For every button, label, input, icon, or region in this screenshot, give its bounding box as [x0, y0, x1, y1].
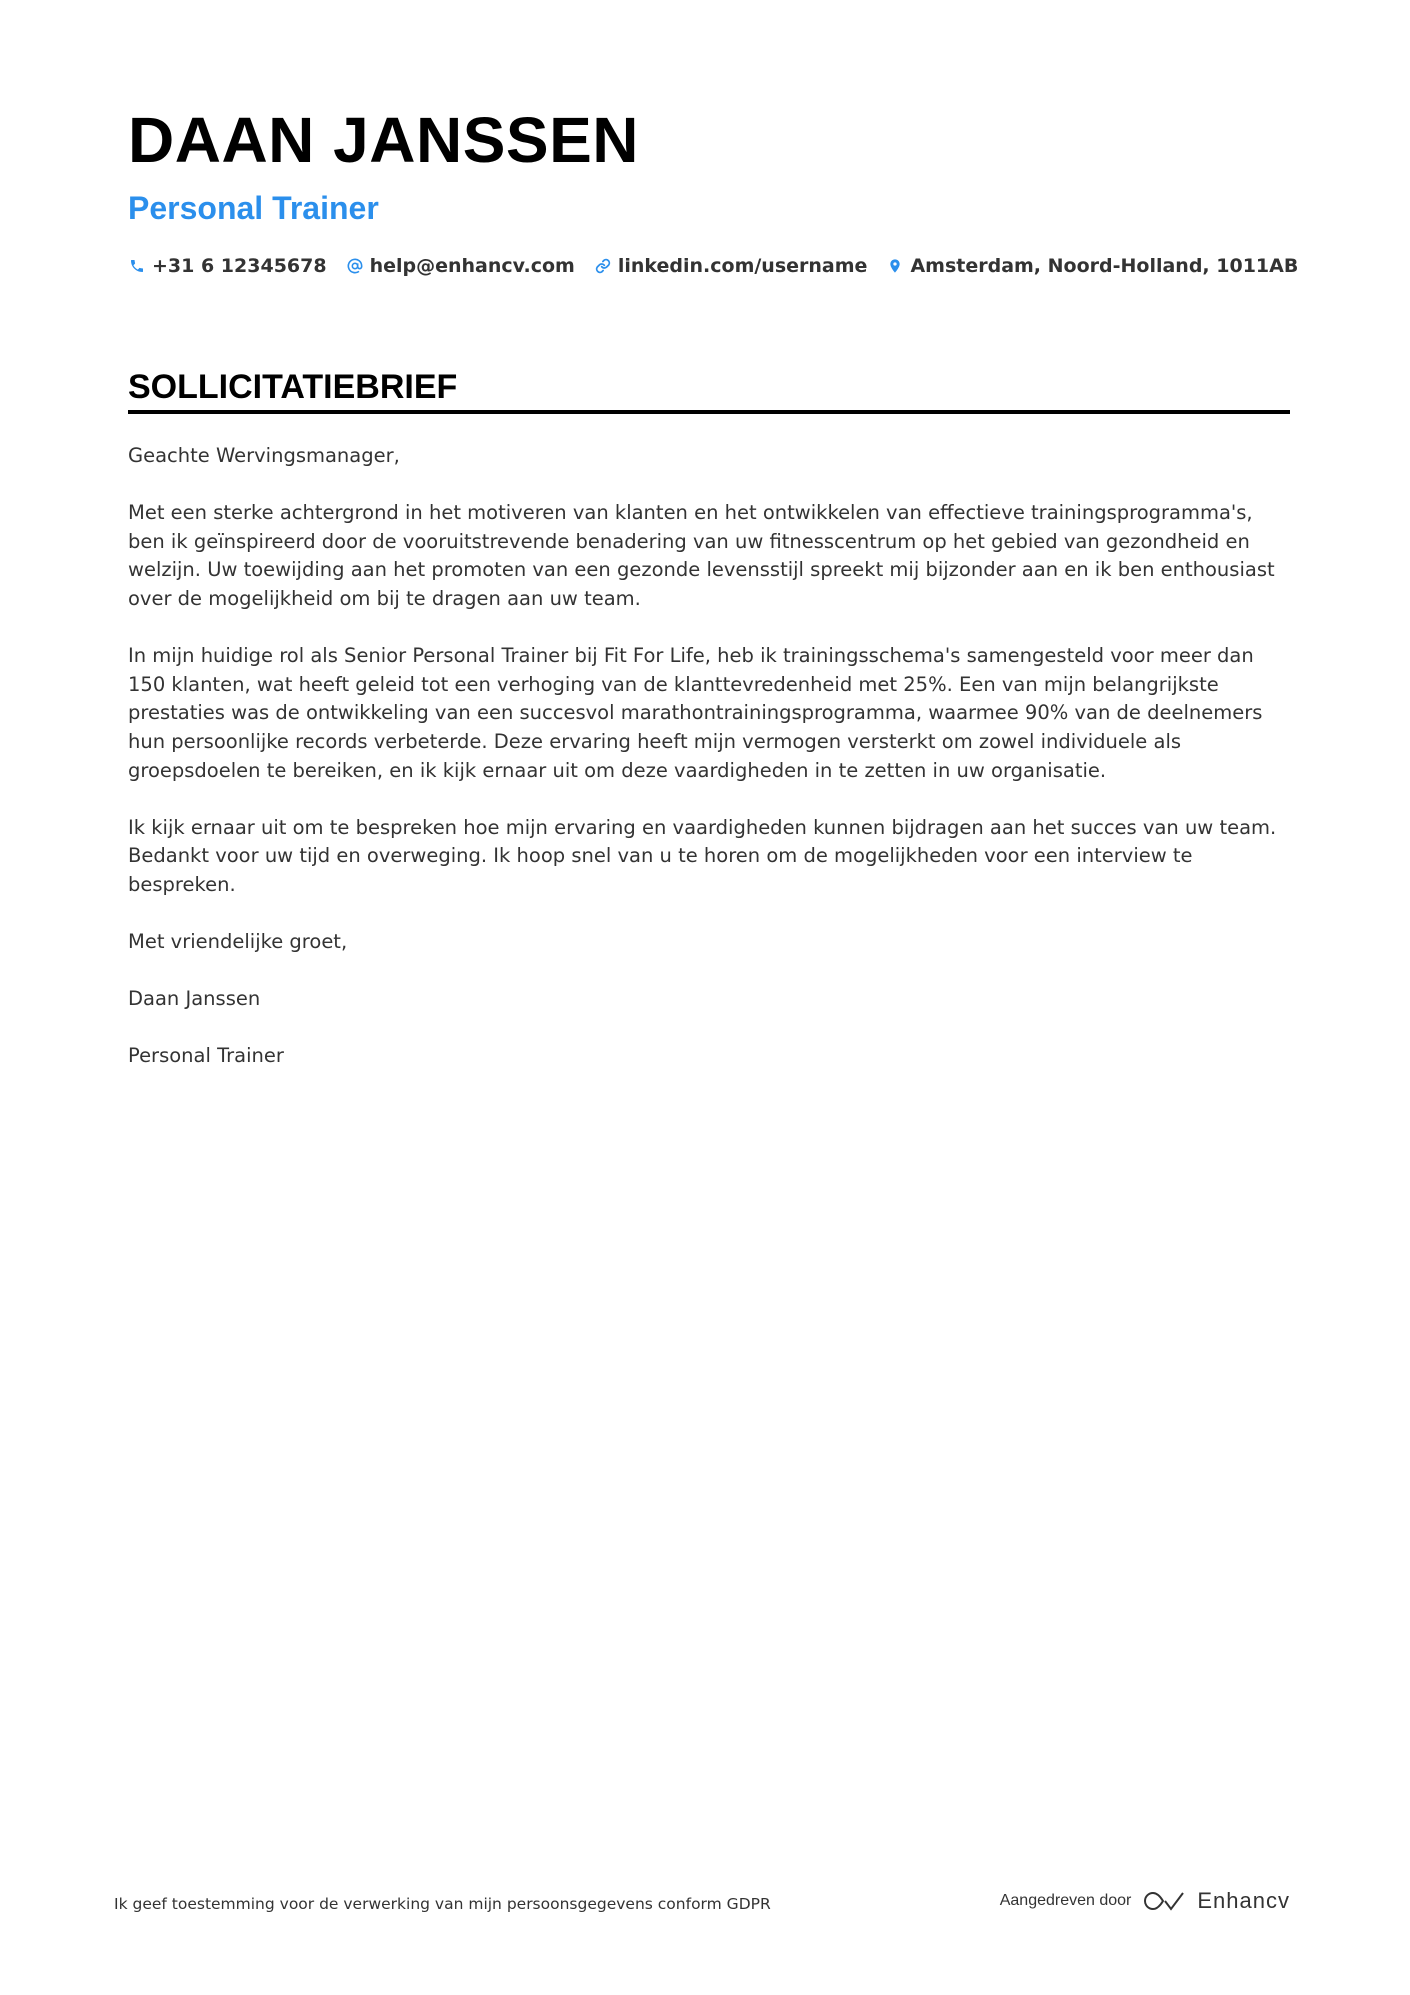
enhancv-logo-text: Enhancv: [1197, 1888, 1290, 1913]
letter-paragraph-3: Ik kijk ernaar uit om te bespreken hoe mijn ervaring en vaardigheden kunnen bijdragen aan het succes van uw team. Bedankt voor uw tijd en overweging. Ik hoop snel van u te horen om de mogelijkheden voor een interview te bespreken.: [128, 815, 1277, 896]
section-title: SOLLICITATIEBRIEF: [128, 368, 458, 406]
letter-body: [128, 442, 1290, 1100]
contact-phone-text: +31 6 12345678: [152, 255, 327, 277]
gdpr-consent: Ik geef toestemming voor de verwerking van mijn persoonsgegevens conform GDPR: [114, 1895, 771, 1913]
enhancv-logo-icon: [1143, 1889, 1187, 1913]
contact-phone[interactable]: [128, 254, 327, 278]
contact-location-text: Amsterdam, Noord-Holland, 1011AB: [910, 255, 1299, 277]
powered-by-label: Aangedreven door: [999, 1892, 1132, 1909]
location-pin-icon: [886, 257, 904, 275]
letter-greeting: Geachte Wervingsmanager,: [128, 444, 400, 467]
candidate-name: DAAN JANSSEN: [128, 104, 639, 176]
contact-linkedin[interactable]: [594, 254, 868, 278]
section-divider: [128, 410, 1290, 414]
signature-role: Personal Trainer: [128, 1044, 284, 1068]
letter-paragraph-2: In mijn huidige rol als Senior Personal Trainer bij Fit For Life, heb ik trainingsschema's samengesteld voor meer dan 150 klanten, wat heeft geleid tot een verhoging van de klanttevredenheid met 25%. Een van mijn belangrijkste prestaties was de ontwikkeling van een succesvol marathontrainingsprogramma, waarmee 90% van de deelnemers hun persoonlijke records verbeterde. Deze ervaring heeft mijn vermogen versterkt om zowel individuele als groepsdoelen te bereiken, en ik kijk ernaar uit om deze vaardigheden in te zetten in uw organisatie.: [128, 644, 1263, 782]
letter-closing: Met vriendelijke groet,: [128, 930, 348, 954]
contact-location: [886, 254, 1298, 278]
at-icon: [346, 257, 364, 275]
powered-by[interactable]: [1000, 1888, 1290, 1914]
signature-name: Daan Janssen: [128, 987, 261, 1011]
letter-paragraph-1: Met een sterke achtergrond in het motiveren van klanten en het ontwikkelen van effectieve trainingsprogramma's, ben ik geïnspireerd door de vooruitstrevende benadering van uw fitnesscentrum op het gebied van gezondheid en welzijn. Uw toewijding aan het promoten van een gezonde levensstijl spreekt mij bijzonder aan en ik ben enthousiast over de mogelijkheid om bij te dragen aan uw team.: [128, 501, 1275, 610]
contact-bar: [128, 254, 1317, 278]
link-icon: [594, 257, 612, 275]
contact-email[interactable]: [346, 254, 575, 278]
contact-email-text: help@enhancv.com: [369, 255, 575, 277]
candidate-role: Personal Trainer: [128, 190, 379, 226]
contact-linkedin-text: linkedin.com/username: [617, 255, 868, 277]
phone-icon: [128, 257, 146, 275]
